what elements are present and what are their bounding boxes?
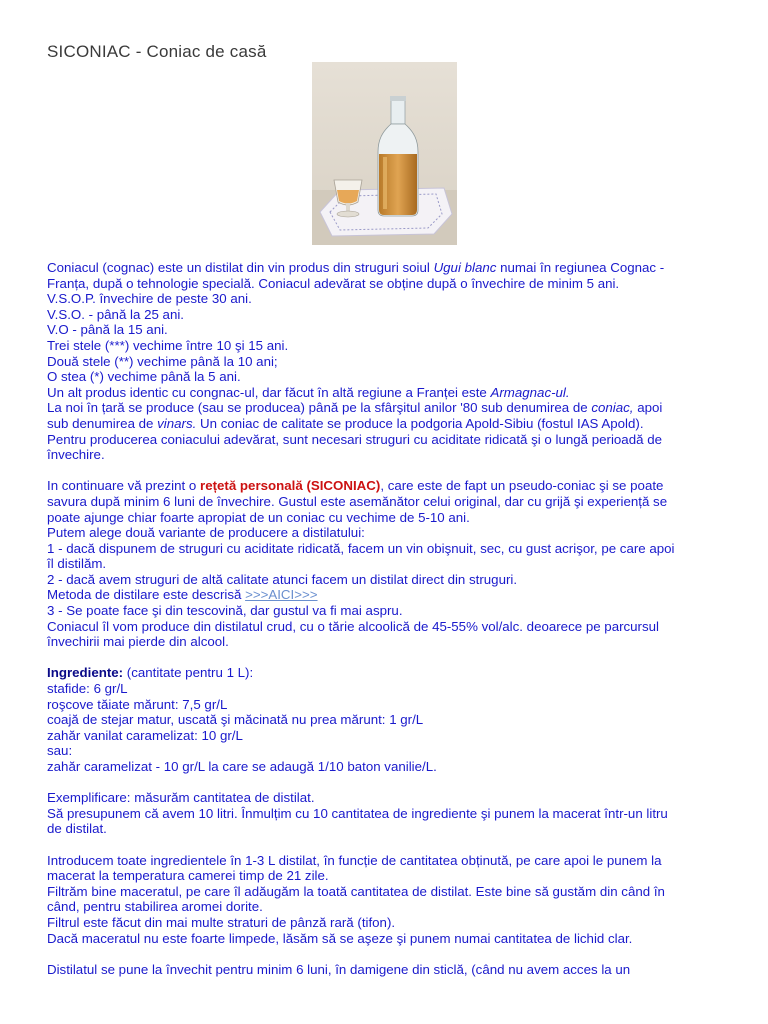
recipe-name: rețetă personală [200,478,303,494]
paragraph-line: sub denumirea de vinars. Un coniac de calitate se produce la podgoria Apold-Sibiu (fostul IAS Apold). [47,415,644,431]
article-body [47,260,727,977]
ingredients-heading: Ingrediente: (cantitate pentru 1 L): [47,665,254,681]
paragraph-line: 1 - dacă dispunem de struguri cu aciditate ridicată, facem un vin obişnuit, sec, cu gust acrişor, pe care apoi [47,540,675,556]
paragraph-line: 3 - Se poate face şi din tescovină, dar gustul va fi mai aspru. [47,603,403,619]
paragraph-line: când, pentru stabilirea aromei dorite. [47,899,263,915]
paragraph-line: Un alt produs identic cu congnac-ul, dar făcut în altă regiune a Franței este Armagnac-ul. [47,384,570,400]
paragraph-line: îl distilăm. [47,556,107,572]
paragraph-line: Introducem toate ingredientele în 1-3 L distilat, în funcție de cantitatea obținută, pe care apoi le punem la [47,852,662,868]
paragraph-line: La noi în țară se produce (sau se producea) până pe la sfârşitul anilor '80 sub denumirea de coniac, apoi [47,400,663,416]
ingredient-item: zahăr caramelizat - 10 gr/L la care se adaugă 1/10 baton vanilie/L. [47,759,437,774]
cognac-bottle-image [312,62,457,245]
paragraph-line: V.S.O. - până la 25 ani. [47,306,185,322]
paragraph-line: învechire. [47,447,105,463]
ingredient-item: sau: [47,743,73,759]
paragraph-line: V.S.O.P. învechire de peste 30 ani. [47,291,252,307]
paragraph-line: de distilat. [47,821,107,837]
paragraph-line: O stea (*) vechime până la 5 ani. [47,369,241,385]
cognac-photo [312,62,457,245]
paragraph-line: Exemplificare: măsurăm cantitatea de distilat. [47,790,315,806]
paragraph-line: savura după minim 6 luni de învechire. Gustul este asemănător celui original, dar cu grijă şi experiență se [47,493,668,509]
ingredient-item: coajă de stejar matur, uscată şi măcinată nu prea mărunt: 1 gr/L [47,712,424,728]
paragraph-line: învechirii mai pierde din alcool. [47,634,229,650]
ingredient-item: zahăr vanilat caramelizat: 10 gr/L [47,727,243,743]
paragraph-line: Filtrăm bine maceratul, pe care îl adăugăm la toată cantitatea de distilat. Este bine să gustăm din când în [47,883,665,899]
paragraph-line: Distilatul se pune la învechit pentru minim 6 luni, în damigene din sticlă, (când nu avem acces la un [47,961,631,977]
paragraph-line: 2 - dacă avem struguri de altă calitate atunci facem un distilat direct din struguri. [47,571,518,587]
paragraph-line: Dacă maceratul nu este foarte limpede, lăsăm să se aşeze şi punem numai cantitatea de lichid clar. [47,930,633,946]
distillation-link[interactable]: >>>AICI>>> [245,587,318,603]
paragraph-line: V.O - până la 15 ani. [47,322,168,338]
ingredient-item: roşcove tăiate mărunt: 7,5 gr/L [47,696,228,712]
paragraph-line: Coniacul (cognac) este un distilat din vin produs din struguri soiul Ugui blanc numai în regiunea Cognac - [47,260,665,275]
paragraph-line: Metoda de distilare este descrisă >>>AICI>>> [47,587,318,603]
paragraph-line: Putem alege două variante de producere a distilatului: [47,525,365,541]
paragraph-line: macerat la temperatura camerei timp de 21 zile. [47,868,329,884]
paragraph-line: Coniacul îl vom produce din distilatul crud, cu o tărie alcoolică de 45-55% vol/alc. deoarece pe parcursul [47,618,659,634]
paragraph-line: Franța, după o tehnologie specială. Coniacul adevărat se obține după o învechire de minim 5 ani. [47,275,620,291]
paragraph-line: In continuare vă prezint o rețetă personală (SICONIAC), care este de fapt un pseudo-coniac şi se poate [47,478,664,494]
page-title: SICONIAC - Coniac de casă [47,42,267,61]
paragraph-line: poate ajunge chiar foarte apropiat de un coniac cu vechime de 5-10 ani. [47,509,470,525]
paragraph-line: Filtrul este făcut din mai multe straturi de pânză rară (tifon). [47,914,396,930]
paragraph-line: Două stele (**) vechime până la 10 ani; [47,353,278,369]
paragraph-line: Să presupunem că avem 10 litri. Înmulțim cu 10 cantitatea de ingrediente şi punem la macerat într-un litru [47,805,668,821]
ingredient-item: stafide: 6 gr/L [47,681,128,697]
paragraph-line: Trei stele (***) vechime între 10 şi 15 ani. [47,337,289,353]
paragraph-line: Pentru producerea coniacului adevărat, sunt necesari struguri cu aciditate ridicată şi o lungă perioadă de [47,431,662,447]
